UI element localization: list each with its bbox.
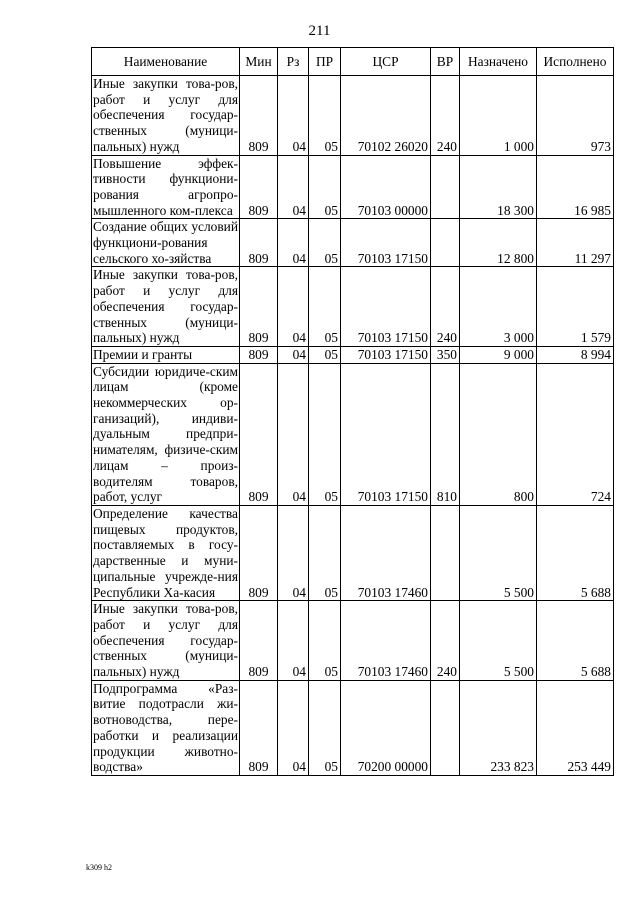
row-assigned: 5 500 <box>460 601 537 681</box>
row-min: 809 <box>240 267 278 347</box>
row-pr: 05 <box>309 219 341 267</box>
table-row <box>92 155 614 219</box>
footer-code: k309 h2 <box>86 863 112 872</box>
header-executed: Исполнено <box>537 48 614 76</box>
row-rz: 04 <box>278 505 309 600</box>
budget-table <box>91 47 614 776</box>
row-executed: 5 688 <box>537 505 614 600</box>
row-pr: 05 <box>309 155 341 219</box>
row-min: 809 <box>240 363 278 505</box>
row-executed: 11 297 <box>537 219 614 267</box>
row-executed: 16 985 <box>537 155 614 219</box>
row-name: Иные закупки това-ров, работ и услуг для обеспечения государ-ственных (муници-пальных) нужд <box>93 601 238 680</box>
table-row <box>92 601 614 681</box>
header-rz: Рз <box>278 48 309 76</box>
row-pr: 05 <box>309 363 341 505</box>
table-row <box>92 346 614 363</box>
row-executed: 253 449 <box>537 680 614 775</box>
table-row <box>92 505 614 600</box>
row-rz: 04 <box>278 155 309 219</box>
row-name: Премии и гранты <box>92 346 240 363</box>
row-min: 809 <box>240 505 278 600</box>
row-rz: 04 <box>278 76 309 156</box>
row-csr: 70200 00000 <box>341 680 431 775</box>
row-csr: 70103 17460 <box>341 601 431 681</box>
row-assigned: 800 <box>460 363 537 505</box>
row-name: Повышение эффек-тивности функциони-рования агропро-мышленного ком-плекса <box>93 155 238 218</box>
row-name: Иные закупки това-ров, работ и услуг для обеспечения государ-ственных (муници-пальных) нужд <box>93 76 238 154</box>
row-rz: 04 <box>278 363 309 505</box>
table-row <box>92 76 614 156</box>
row-csr: 70103 17150 <box>341 346 431 363</box>
table-row <box>92 219 614 267</box>
row-name: Определение качества пищевых продуктов, поставляемых в госу-дарственные и муни-ципальные учрежде-ния Республики Ха-касия <box>93 505 238 600</box>
row-pr: 05 <box>309 267 341 347</box>
row-name: Создание общих условий функциони-рования сельского хо-зяйства <box>93 219 238 266</box>
row-pr: 05 <box>309 601 341 681</box>
row-vr: 810 <box>431 363 460 505</box>
row-csr: 70103 00000 <box>341 155 431 219</box>
row-csr: 70103 17460 <box>341 505 431 600</box>
row-csr: 70103 17150 <box>341 363 431 505</box>
row-vr: 240 <box>431 76 460 156</box>
row-name: Подпрограмма «Раз-витие подотрасли жи-вотноводства, пере-работки и реализации продукции животно-водства» <box>93 680 238 775</box>
row-executed: 1 579 <box>537 267 614 347</box>
row-csr: 70102 26020 <box>341 76 431 156</box>
header-pr: ПР <box>309 48 341 76</box>
page-number: 211 <box>308 23 331 39</box>
row-vr: 350 <box>431 346 460 363</box>
row-pr: 05 <box>309 680 341 775</box>
table-body <box>92 76 614 776</box>
table-row <box>92 680 614 775</box>
row-assigned: 3 000 <box>460 267 537 347</box>
row-pr: 05 <box>309 505 341 600</box>
row-rz: 04 <box>278 267 309 347</box>
table-row <box>92 267 614 347</box>
row-vr: 240 <box>431 267 460 347</box>
row-min: 809 <box>240 346 278 363</box>
row-min: 809 <box>240 219 278 267</box>
row-executed: 973 <box>537 76 614 156</box>
row-vr <box>431 680 460 775</box>
header-csr: ЦСР <box>341 48 431 76</box>
row-assigned: 9 000 <box>460 346 537 363</box>
row-vr <box>431 155 460 219</box>
row-assigned: 12 800 <box>460 219 537 267</box>
row-rz: 04 <box>278 346 309 363</box>
row-assigned: 18 300 <box>460 155 537 219</box>
header-min: Мин <box>240 48 278 76</box>
row-rz: 04 <box>278 601 309 681</box>
header-name: Наименование <box>92 48 240 76</box>
table-header-row <box>92 48 614 76</box>
row-min: 809 <box>240 155 278 219</box>
row-rz: 04 <box>278 680 309 775</box>
row-csr: 70103 17150 <box>341 267 431 347</box>
row-rz: 04 <box>278 219 309 267</box>
row-name: Субсидии юридиче-ским лицам (кроме некоммерческих ор-ганизаций), индиви-дуальным предпри-нимателям, физиче-ским лицам – произ-водителям товаров, работ, услуг <box>93 363 238 505</box>
row-min: 809 <box>240 76 278 156</box>
row-name: Иные закупки това-ров, работ и услуг для обеспечения государ-ственных (муници-пальных) нужд <box>93 267 238 346</box>
row-min: 809 <box>240 601 278 681</box>
row-executed: 8 994 <box>537 346 614 363</box>
row-vr <box>431 219 460 267</box>
row-pr: 05 <box>309 346 341 363</box>
row-executed: 724 <box>537 363 614 505</box>
header-vr: ВР <box>431 48 460 76</box>
header-assigned: Назначено <box>460 48 537 76</box>
row-vr: 240 <box>431 601 460 681</box>
row-vr <box>431 505 460 600</box>
row-executed: 5 688 <box>537 601 614 681</box>
row-assigned: 5 500 <box>460 505 537 600</box>
row-min: 809 <box>240 680 278 775</box>
row-assigned: 233 823 <box>460 680 537 775</box>
row-csr: 70103 17150 <box>341 219 431 267</box>
row-assigned: 1 000 <box>460 76 537 156</box>
table-row <box>92 363 614 505</box>
row-pr: 05 <box>309 76 341 156</box>
